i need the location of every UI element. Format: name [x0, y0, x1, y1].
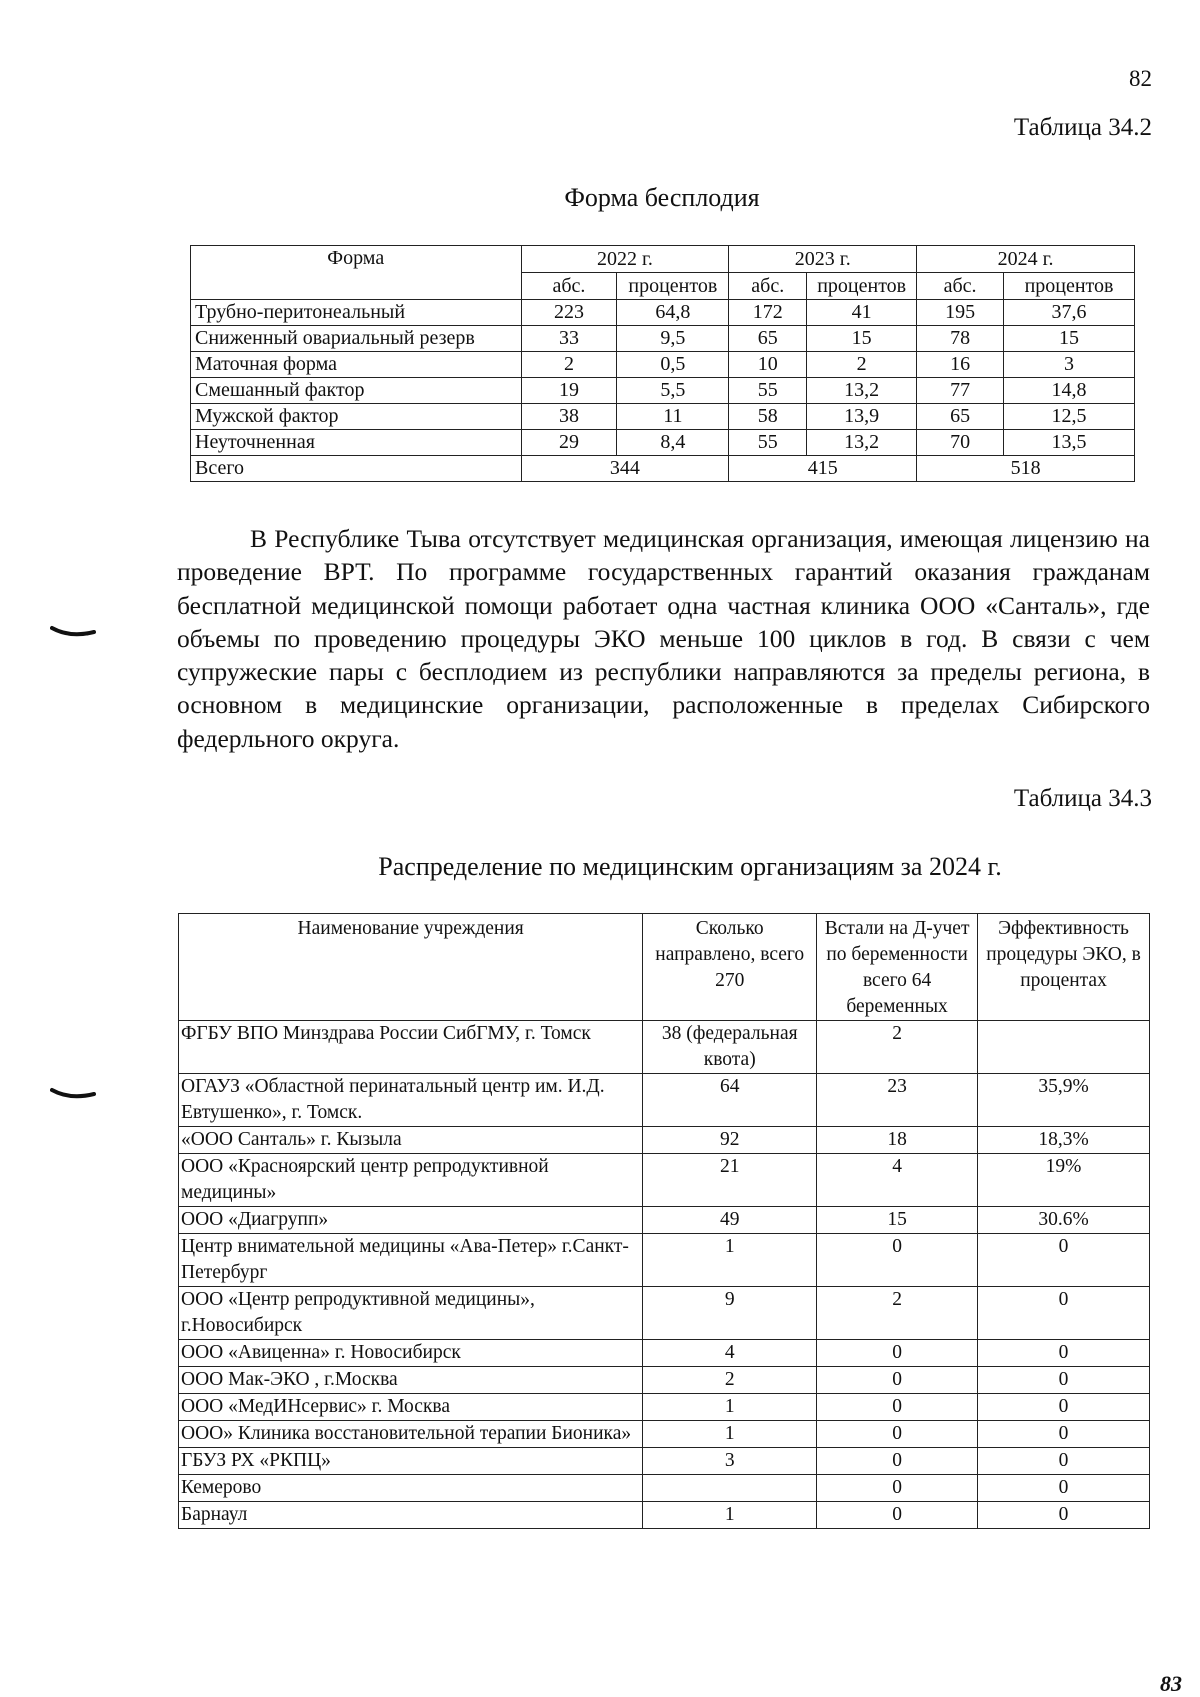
institution-name: ООО» Клиника восстановительной терапии Бионика» — [179, 1421, 643, 1448]
institution-name: ООО «Центр репродуктивной медицины», г.Новосибирск — [179, 1287, 643, 1340]
cell-value: 58 — [729, 404, 807, 430]
sent-count: 2 — [643, 1367, 817, 1394]
institution-name: ГБУЗ РХ «РКПЦ» — [179, 1448, 643, 1475]
cell-value: 3 — [1004, 352, 1135, 378]
cell-value: 77 — [917, 378, 1004, 404]
table-row — [179, 1234, 1150, 1287]
efficiency-value: 0 — [978, 1394, 1150, 1421]
cell-value: 19 — [521, 378, 617, 404]
efficiency-value — [978, 1021, 1150, 1074]
sent-count: 92 — [643, 1127, 817, 1154]
institution-name: ООО «Авиценна» г. Новосибирск — [179, 1340, 643, 1367]
efficiency-value: 18,3% — [978, 1127, 1150, 1154]
efficiency-value: 35,9% — [978, 1074, 1150, 1127]
table-row — [191, 404, 1135, 430]
cell-value: 37,6 — [1004, 300, 1135, 326]
column-header-sent: Сколько направлено, всего 270 — [643, 914, 817, 1021]
cell-value: 14,8 — [1004, 378, 1135, 404]
institution-name: Кемерово — [179, 1475, 643, 1502]
cell-value: 172 — [729, 300, 807, 326]
efficiency-value: 0 — [978, 1475, 1150, 1502]
table-row — [191, 378, 1135, 404]
pregnancy-count: 18 — [817, 1127, 978, 1154]
table2-label: Таблица 34.3 — [1013, 785, 1152, 812]
pregnancy-count: 0 — [817, 1448, 978, 1475]
table1-caption: Форма бесплодия — [564, 183, 760, 212]
pregnancy-count: 2 — [817, 1021, 978, 1074]
institution-name: Барнаул — [179, 1502, 643, 1529]
infertility-form-table — [190, 245, 1135, 482]
cell-value: 13,2 — [807, 378, 917, 404]
subheader-abs: абс. — [729, 273, 807, 300]
column-header-year-2024: 2024 г. — [917, 246, 1135, 273]
total-2023: 415 — [729, 456, 917, 482]
efficiency-value: 0 — [978, 1234, 1150, 1287]
pen-mark-icon — [50, 1087, 96, 1103]
cell-value: 65 — [729, 326, 807, 352]
subheader-percent: процентов — [807, 273, 917, 300]
row-label: Неуточненная — [191, 430, 522, 456]
pregnancy-count: 23 — [817, 1074, 978, 1127]
cell-value: 0,5 — [617, 352, 729, 378]
institution-name: «ООО Санталь» г. Кызыла — [179, 1127, 643, 1154]
cell-value: 13,2 — [807, 430, 917, 456]
column-header-forma: Форма — [191, 246, 522, 300]
institution-name: ООО Мак-ЭКО , г.Москва — [179, 1367, 643, 1394]
cell-value: 15 — [807, 326, 917, 352]
total-2024: 518 — [917, 456, 1135, 482]
table-row — [179, 1207, 1150, 1234]
sent-count: 1 — [643, 1394, 817, 1421]
total-label: Всего — [191, 456, 522, 482]
table2-caption: Распределение по медицинским организациям за 2024 г. — [378, 852, 1002, 881]
pregnancy-count: 0 — [817, 1340, 978, 1367]
page-number: 82 — [1129, 66, 1152, 91]
table-row — [191, 430, 1135, 456]
cell-value: 5,5 — [617, 378, 729, 404]
efficiency-value: 0 — [978, 1502, 1150, 1529]
pregnancy-count: 0 — [817, 1367, 978, 1394]
institution-name: ООО «Диагрупп» — [179, 1207, 643, 1234]
table-row — [179, 1127, 1150, 1154]
efficiency-value: 30.6% — [978, 1207, 1150, 1234]
table-row — [179, 1475, 1150, 1502]
table-row — [191, 326, 1135, 352]
sent-count — [643, 1475, 817, 1502]
table-row — [179, 1448, 1150, 1475]
efficiency-value: 0 — [978, 1421, 1150, 1448]
table-row — [179, 1074, 1150, 1127]
efficiency-value: 0 — [978, 1367, 1150, 1394]
sent-count: 38 (федеральная квота) — [643, 1021, 817, 1074]
sent-count: 1 — [643, 1234, 817, 1287]
cell-value: 70 — [917, 430, 1004, 456]
table1-label: Таблица 34.2 — [1013, 114, 1152, 141]
institution-name: ОГАУЗ «Областной перинатальный центр им. И.Д. Евтушенко», г. Томск. — [179, 1074, 643, 1127]
efficiency-value: 0 — [978, 1287, 1150, 1340]
subheader-percent: процентов — [1004, 273, 1135, 300]
cell-value: 65 — [917, 404, 1004, 430]
row-label: Трубно-перитонеальный — [191, 300, 522, 326]
table-row — [179, 1421, 1150, 1448]
cell-value: 55 — [729, 378, 807, 404]
cell-value: 2 — [521, 352, 617, 378]
cell-value: 223 — [521, 300, 617, 326]
institution-name: Центр внимательной медицины «Ава-Петер» г.Санкт-Петербург — [179, 1234, 643, 1287]
pregnancy-count: 2 — [817, 1287, 978, 1340]
table-row — [179, 1340, 1150, 1367]
column-header-year-2022: 2022 г. — [521, 246, 729, 273]
cell-value: 15 — [1004, 326, 1135, 352]
table-row — [179, 1394, 1150, 1421]
table-row — [179, 1154, 1150, 1207]
pregnancy-count: 0 — [817, 1394, 978, 1421]
row-label: Сниженный овариальный резерв — [191, 326, 522, 352]
cell-value: 8,4 — [617, 430, 729, 456]
cell-value: 2 — [807, 352, 917, 378]
pen-mark-icon — [50, 625, 96, 641]
efficiency-value: 19% — [978, 1154, 1150, 1207]
cell-value: 13,9 — [807, 404, 917, 430]
pregnancy-count: 4 — [817, 1154, 978, 1207]
table-row — [191, 352, 1135, 378]
table-total-row — [191, 456, 1135, 482]
cell-value: 12,5 — [1004, 404, 1135, 430]
pregnancy-count: 0 — [817, 1234, 978, 1287]
sent-count: 1 — [643, 1421, 817, 1448]
subheader-abs: абс. — [917, 273, 1004, 300]
pregnancy-count: 15 — [817, 1207, 978, 1234]
cell-value: 11 — [617, 404, 729, 430]
column-header-institution: Наименование учреждения — [179, 914, 643, 1021]
medical-organizations-table — [178, 913, 1150, 1529]
row-label: Мужской фактор — [191, 404, 522, 430]
table-row — [191, 300, 1135, 326]
cell-value: 38 — [521, 404, 617, 430]
sent-count: 49 — [643, 1207, 817, 1234]
sent-count: 3 — [643, 1448, 817, 1475]
cell-value: 13,5 — [1004, 430, 1135, 456]
corner-page-mark: 83 — [1160, 1671, 1182, 1696]
cell-value: 9,5 — [617, 326, 729, 352]
sent-count: 64 — [643, 1074, 817, 1127]
table-row — [179, 1367, 1150, 1394]
cell-value: 78 — [917, 326, 1004, 352]
institution-name: ООО «Красноярский центр репродуктивной медицины» — [179, 1154, 643, 1207]
sent-count: 21 — [643, 1154, 817, 1207]
institution-name: ООО «МедИНсервис» г. Москва — [179, 1394, 643, 1421]
table-row — [179, 1502, 1150, 1529]
body-paragraph: В Республике Тыва отсутствует медицинская организация, имеющая лицензию на проведение ВРТ. По программе государственных гарантий оказания гражданам бесплатной медицинской помощи работает одна частная клиника ООО «Санталь», где объемы по проведению процедуры ЭКО меньше 100 циклов в год. В связи с чем супружеские пары с бесплодием из республики направляются за пределы региона, в основном в медицинские организации, расположенные в пределах Сибирского федерльного округа. — [177, 524, 1150, 753]
cell-value: 195 — [917, 300, 1004, 326]
row-label: Смешанный фактор — [191, 378, 522, 404]
subheader-percent: процентов — [617, 273, 729, 300]
sent-count: 4 — [643, 1340, 817, 1367]
cell-value: 41 — [807, 300, 917, 326]
subheader-abs: абс. — [521, 273, 617, 300]
sent-count: 9 — [643, 1287, 817, 1340]
cell-value: 55 — [729, 430, 807, 456]
table-row — [179, 1287, 1150, 1340]
efficiency-value: 0 — [978, 1340, 1150, 1367]
total-2022: 344 — [521, 456, 729, 482]
efficiency-value: 0 — [978, 1448, 1150, 1475]
institution-name: ФГБУ ВПО Минздрава России СибГМУ, г. Томск — [179, 1021, 643, 1074]
column-header-efficiency: Эффективность процедуры ЭКО, в процентах — [978, 914, 1150, 1021]
table-row — [179, 1021, 1150, 1074]
cell-value: 64,8 — [617, 300, 729, 326]
sent-count: 1 — [643, 1502, 817, 1529]
column-header-pregnancies: Встали на Д-учет по беременности всего 64 беременных — [817, 914, 978, 1021]
row-label: Маточная форма — [191, 352, 522, 378]
column-header-year-2023: 2023 г. — [729, 246, 917, 273]
pregnancy-count: 0 — [817, 1475, 978, 1502]
cell-value: 33 — [521, 326, 617, 352]
cell-value: 10 — [729, 352, 807, 378]
pregnancy-count: 0 — [817, 1421, 978, 1448]
pregnancy-count: 0 — [817, 1502, 978, 1529]
cell-value: 29 — [521, 430, 617, 456]
cell-value: 16 — [917, 352, 1004, 378]
